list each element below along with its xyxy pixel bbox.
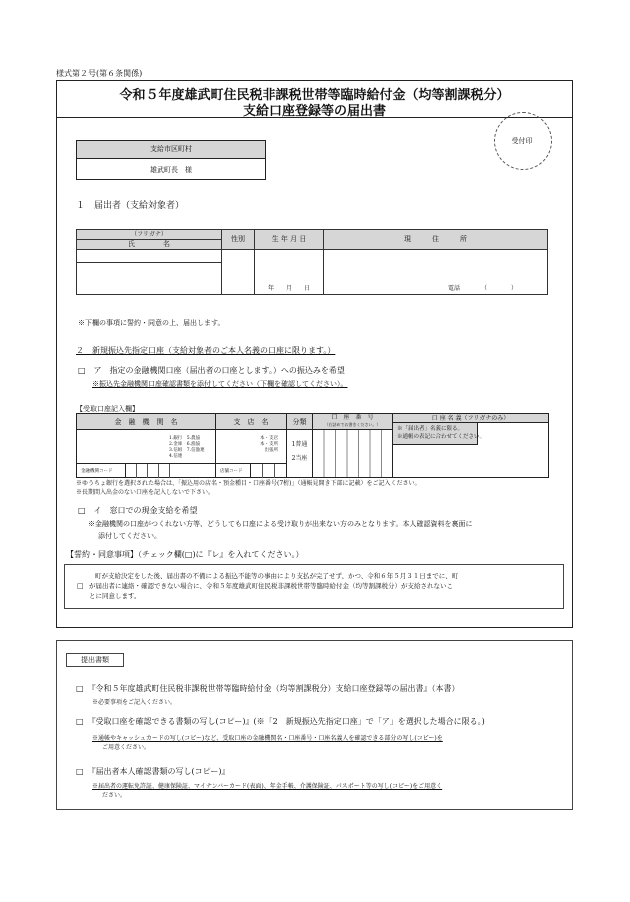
- pledge-text-3: とに同意します。: [89, 592, 141, 600]
- branch-code-boxes[interactable]: [250, 464, 285, 478]
- option-b-note-2: 添付してください。: [98, 532, 161, 540]
- bank-type-list: [169, 436, 205, 460]
- branch-code-row: [216, 463, 286, 478]
- submission-item-3-title[interactable]: □ 『届出者本人確認書類の写し(コピー)』: [76, 767, 230, 776]
- section2-heading: ２ 新規振込先指定口座（支給対象者のご本人名義の口座に限ります。）: [76, 346, 336, 355]
- account-type-field[interactable]: [287, 430, 313, 477]
- section1-heading: １ 届出者（支給対象者）: [76, 201, 185, 211]
- phone-label: 電話 （ ）: [447, 284, 517, 292]
- submission-item-1-title[interactable]: □ 『令和５年度雄武町住民税非課税世帯等臨時給付金（均等割課税分）支給口座登録等の届出書』（本書）: [76, 684, 460, 693]
- submission-item-3-note-2: ださい。: [102, 792, 127, 799]
- branch-type-2: 本・支所: [260, 442, 278, 447]
- pledge-text-2: が届出者に連絡・確認できない場合に、令和５年度雄武町住民税非課税世帯等臨時給付金（均等割課税分）が支給されないこ: [89, 582, 453, 590]
- furigana-header: （フリガナ）: [77, 230, 222, 240]
- number-header-label: 口 座 番 号: [331, 414, 374, 421]
- address-field[interactable]: [324, 250, 548, 295]
- municipality-value: 雄武町長 様: [150, 166, 192, 174]
- name-field[interactable]: [77, 262, 222, 295]
- stamp-label: 受付印: [511, 137, 533, 145]
- bank-code-label: 金融機関コード: [81, 469, 113, 474]
- option-a-note: ※振込先金融機関口座確認書類を添付してください（下欄を確認してください）。: [92, 380, 348, 388]
- dob-field[interactable]: [255, 250, 324, 295]
- yucho-note: ※ゆうちょ銀行を選択された場合は、「振込用の店名・預金種目・口座番号(7桁)」（通帳見開き下部に記載）をご記入ください。: [76, 480, 421, 487]
- pledge-box: [64, 564, 564, 609]
- agree-note: ※下欄の事項に誓約・同意の上、届出します。: [78, 319, 225, 327]
- page-title: 令和５年度雄武町住民税非課税世帯等臨時給付金（均等割課税分）: [119, 88, 510, 103]
- bank-type-4: 4.信連: [169, 454, 183, 459]
- option-b-note-1: ※金融機関の口座がつくれない方等、どうしても口座による受け取りが出来ない方のみとなります。本人確認資料を裏面に: [88, 520, 473, 528]
- bank-type-3: 3.信組 7.信漁連: [169, 448, 205, 453]
- submission-label: 提出書類: [66, 653, 124, 667]
- address-header: 現 住 所: [324, 230, 548, 250]
- gender-header: 性別: [222, 230, 255, 250]
- account-number-field[interactable]: [313, 430, 393, 477]
- submission-item-2-note-2: ご用意ください。: [102, 744, 151, 751]
- submission-item-2-title[interactable]: □ 『受取口座を確認できる書類の写し(コピー)』(※「2 新規振込先指定口座」で「ア」を選択した場合に限る。): [76, 717, 485, 726]
- bank-header: 金 融 機 関 名: [77, 414, 216, 430]
- bank-code-boxes[interactable]: [125, 464, 170, 478]
- branch-type-3: 出張所: [264, 448, 278, 453]
- municipality-header: 支給市区町村: [77, 141, 265, 159]
- pledge-checkbox[interactable]: □: [77, 582, 84, 590]
- branch-field[interactable]: [216, 430, 287, 477]
- branch-header: 支 店 名: [216, 414, 287, 430]
- holder-note-2: ※通帳の表記に合わせてください。: [397, 434, 486, 440]
- gender-field[interactable]: [222, 250, 255, 295]
- holder-note-box: [393, 423, 486, 445]
- bank-code-row: [77, 463, 215, 478]
- acct-type-2: 2当座: [291, 455, 308, 462]
- number-header: [313, 414, 393, 430]
- branch-code-label: 店舗コード: [220, 469, 243, 474]
- acct-type-1: 1普通: [291, 441, 308, 448]
- furigana-field[interactable]: [77, 250, 222, 262]
- bank-type-1: 1.銀行 5.農協: [169, 436, 201, 441]
- dob-header: 生 年 月 日: [255, 230, 324, 250]
- submission-item-3-note-1: ※届出者の運転免許証、健康保険証、マイナンバーカード(表面)、年金手帳、介護保険証、パスポート等の写し(コピー)をご用意く: [92, 783, 443, 790]
- account-label: 【受取口座記入欄】: [76, 405, 139, 413]
- submission-item-2-note-1: ※通帳やキャッシュカードの写し(コピー)など、受取口座の金融機関名・口座番号・口座名義人を確認できる部分の写し(コピー)を: [92, 735, 443, 742]
- bank-field[interactable]: [77, 430, 216, 477]
- option-b-checkbox[interactable]: □ イ 窓口での現金支給を希望: [78, 506, 198, 515]
- municipality-box: [76, 140, 266, 180]
- type-header: 分類: [287, 414, 313, 430]
- name-header: 氏 名: [77, 240, 222, 250]
- no-long-term-note: ※長期間入出金のない口座を記入しないで下さい。: [76, 489, 215, 496]
- pledge-text-1: 町が支給決定をした後、届出書の不備による振込不能等の事由により支払が完了せず、かつ、令和６年５月３１日までに、町: [95, 572, 459, 580]
- dob-placeholder: 年 月 日: [267, 284, 310, 292]
- holder-field[interactable]: [393, 445, 548, 477]
- number-header-sub: （右詰めでお書きください。）: [324, 421, 381, 427]
- branch-type-1: 本・支店: [260, 436, 278, 441]
- form-number: 様式第２号(第６条関係): [56, 69, 143, 78]
- page-subtitle: 支給口座登録等の届出書: [242, 104, 386, 119]
- submission-item-1-note: ※必要事項をご記入ください。: [92, 699, 177, 706]
- applicant-table: [76, 229, 548, 295]
- bank-type-2: 2.金庫 6.漁協: [169, 442, 201, 447]
- holder-header: 口 座 名 義（フリガナのみ）: [393, 414, 548, 423]
- option-a-checkbox[interactable]: □ ア 指定の金融機関口座（届出者の口座とします。）への振込みを希望: [78, 366, 345, 375]
- branch-type-list: [260, 436, 278, 454]
- pledge-text: [89, 571, 458, 601]
- pledge-heading: 【誓約・同意事項】（チェック欄(□)に『レ』を入れてください。）: [66, 550, 304, 559]
- account-table: [76, 413, 549, 478]
- holder-note-1: ※「届出者」名義に限る。: [397, 426, 464, 432]
